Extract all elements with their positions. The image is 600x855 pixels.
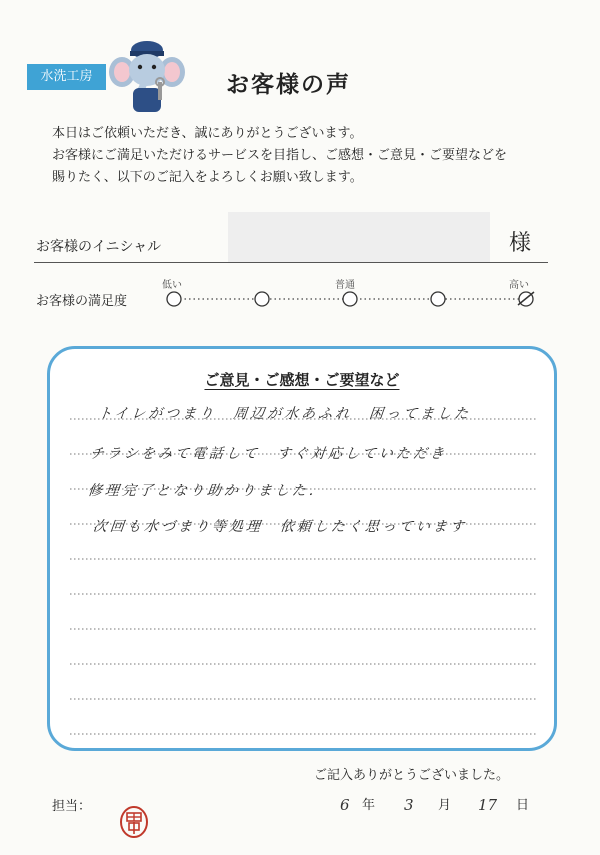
handwritten-line: 次回も水づまり等処理 依頼したく思っています [92, 519, 468, 535]
honorific-label: 様 [509, 231, 532, 256]
month-unit: 月 [438, 798, 452, 813]
intro-line: 本日はご依頼いただき、誠にありがとうございます。 [52, 126, 363, 141]
intro-line: お客様にご満足いただけるサービスを目指し、ご感想・ご意見・ご要望などを [52, 148, 508, 163]
day-value: 17 [478, 796, 498, 814]
initials-label: お客様のイニシャル [36, 239, 162, 255]
year-value: 6 [340, 796, 350, 814]
satisfaction-option-1[interactable] [167, 292, 181, 306]
brand-badge: 水洗工房 [27, 64, 106, 90]
staff-label: 担当： [52, 799, 92, 814]
handwritten-line: チラシをみて電話して すぐ対応していただき [89, 446, 448, 462]
handwritten-comment[interactable] [68, 398, 538, 558]
page-title: お客様の声 [226, 72, 351, 98]
thanks-text: ご記入ありがとうございました。 [314, 768, 510, 783]
year-unit: 年 [362, 798, 376, 813]
feedback-heading: ご意見・ご感想・ご要望など [204, 371, 400, 389]
elephant-mascot-icon [108, 38, 186, 118]
month-value: 3 [404, 796, 414, 814]
staff-seal-stamp [118, 805, 150, 839]
satisfaction-option-3[interactable] [343, 292, 357, 306]
handwritten-line: トイレがつまり 周辺が水あふれ 困ってました [97, 406, 473, 422]
intro-line: 賜りたく、以下のご記入をよろしくお願い致します。 [52, 170, 363, 185]
scale-high-label: 高い [509, 280, 529, 291]
handwritten-line: 修理完了となり助かりました． [87, 483, 327, 499]
satisfaction-option-4[interactable] [431, 292, 445, 306]
intro-text [52, 123, 572, 189]
initials-field-line[interactable] [34, 262, 548, 263]
satisfaction-option-2[interactable] [255, 292, 269, 306]
scale-mid-label: 普通 [335, 280, 355, 291]
satisfaction-scale [165, 290, 535, 308]
scale-low-label: 低い [162, 280, 182, 291]
initials-redaction [228, 212, 490, 262]
satisfaction-label: お客様の満足度 [36, 294, 128, 309]
day-unit: 日 [516, 798, 530, 813]
